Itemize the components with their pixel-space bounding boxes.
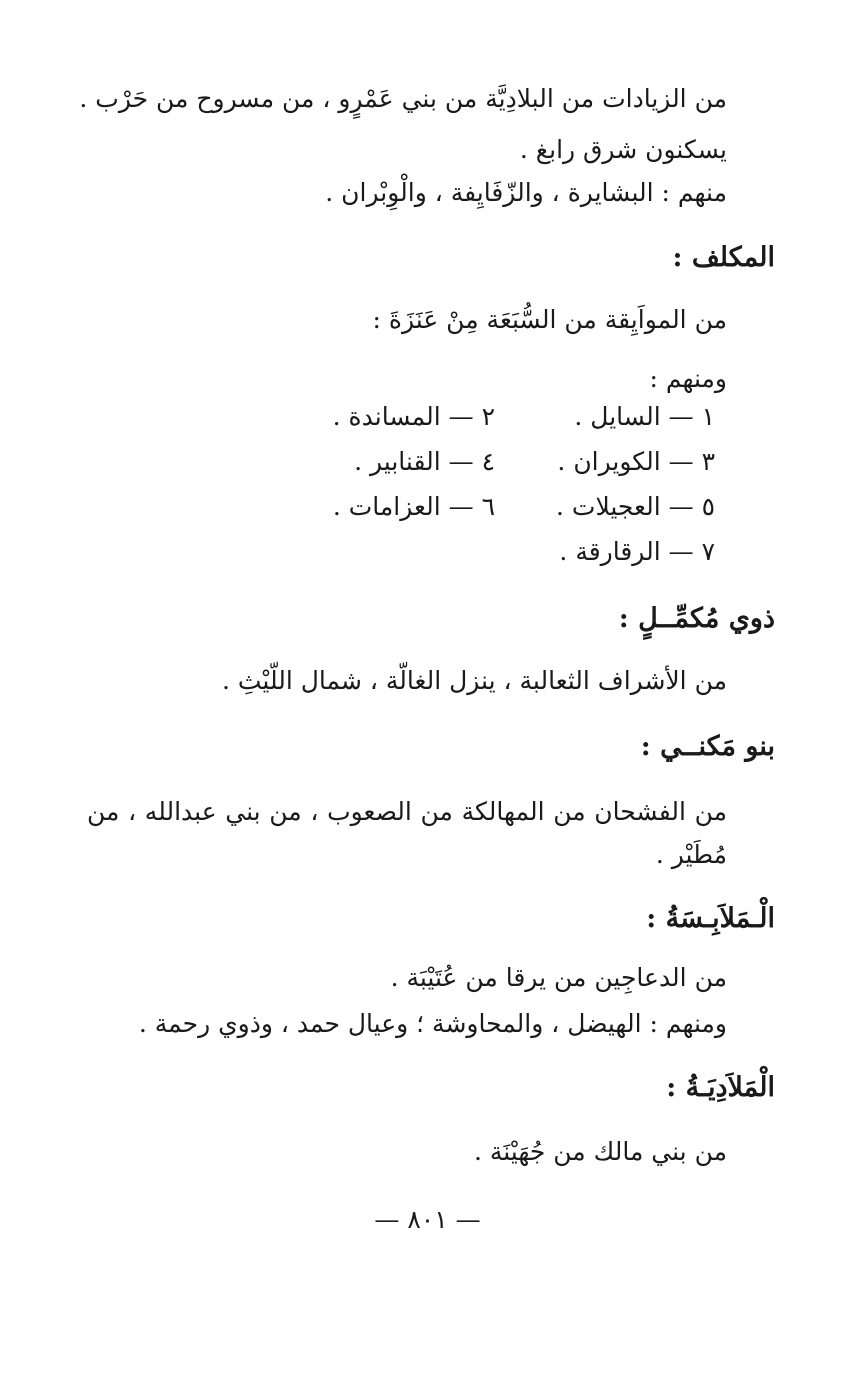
- paragraph-line: يسكنون شرق رابغ .: [519, 135, 727, 164]
- paragraph-line: من المواَيِقة من السُّبَعَة مِنْ عَنَزَةَ :: [372, 305, 727, 334]
- section-heading: الْمَلاَدِيَـةُ :: [666, 1072, 775, 1103]
- paragraph-line: من الأشراف الثعالبة ، ينزل الغالّة ، شمال اللّيْثِ .: [221, 666, 727, 695]
- list-item: ٧ — الرقارقة .: [559, 537, 715, 566]
- page-number: — ٨٠١ —: [374, 1205, 481, 1234]
- section-heading: ذوي مُكمِّــلٍ :: [618, 603, 775, 634]
- paragraph-line: منهم : البشايرة ، والزّفَايِفة ، والْوِبْران .: [325, 178, 727, 207]
- section-heading: المكلف :: [672, 242, 775, 273]
- section-heading: بنو مَكنــي :: [640, 731, 775, 762]
- list-item: ٦ — العزامات .: [332, 492, 495, 521]
- list-item: ٢ — المساندة .: [332, 402, 495, 431]
- paragraph-line: من الدعاجِين من يرقا من عُتَيْبَة .: [390, 963, 727, 992]
- paragraph-line: مُطَيْر .: [655, 840, 727, 869]
- list-item: ٥ — العجيلات .: [556, 492, 715, 521]
- paragraph-line: من بني مالك من جُهَيْنَة .: [473, 1137, 727, 1166]
- paragraph-line: من الفشحان من المهالكة من الصعوب ، من بني عبدالله ، من: [87, 797, 727, 826]
- list-intro: ومنهم :: [649, 364, 727, 393]
- list-item: ١ — السايل .: [574, 402, 715, 431]
- paragraph-line: من الزيادات من البلادِيَّة من بني عَمْرٍو ، من مسروح من حَرْب .: [79, 84, 727, 113]
- paragraph-line: ومنهم : الهيضل ، والمحاوشة ؛ وعيال حمد ، وذوي رحمة .: [138, 1009, 727, 1038]
- list-item: ٣ — الكويران .: [557, 447, 715, 476]
- list-item: ٤ — القنابير .: [354, 447, 495, 476]
- section-heading: الْـمَلاَبِـسَةُ :: [646, 903, 775, 934]
